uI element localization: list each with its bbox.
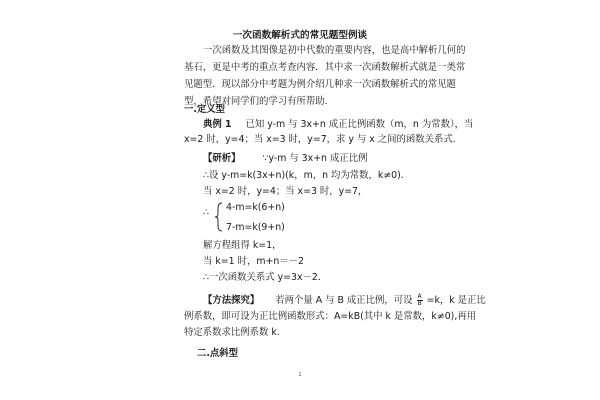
method-label: 【方法探究】 (203, 295, 260, 306)
method-line-3: 特定系数求比例系数 k. (184, 327, 280, 338)
ratio-fraction (417, 294, 423, 307)
intro-line-2: 基石，更是中考的重点考查内容．其中求一次函数解析式就是一类常 (184, 62, 466, 73)
section-heading-point-slope: 二.点斜型 (197, 348, 239, 359)
fraction-numerator: A (417, 293, 422, 300)
therefore-symbol: ∴ (203, 207, 209, 218)
solve-line: 解方程组得 k=1， (203, 240, 282, 251)
system-equation-1: 4-m=k(6+n) (226, 202, 285, 213)
page-number: 1 (298, 372, 302, 378)
intro-line-4: 型，希望对同学们的学习有所帮助． (184, 96, 335, 107)
analysis-text-1: ∵y-m 与 3x+n 成正比例 (262, 153, 368, 164)
fraction-denominator: B (417, 300, 422, 307)
method-text-1b: =k，k 是正比 (426, 295, 486, 306)
example-1-line-2: x=2 时，y=4；当 x=3 时，y=7，求 y 与 x 之间的函数关系式. (184, 134, 456, 145)
analysis-line-3: 当 x=2 时，y=4；当 x=3 时，y=7， (203, 186, 368, 197)
analysis-line-2: ∴设 y-m=k(3x+n)(k，m，n 均为常数，k≠0). (203, 170, 404, 181)
analysis-line-1 (203, 153, 367, 165)
method-text-1a: 若两个量 A 与 B 成正比例，可设 (275, 295, 413, 306)
example-1-text-1: 已知 y-m 与 3x+n 成正比例函数（m，n 为常数），当 (245, 119, 474, 130)
system-brace-icon (214, 202, 224, 232)
method-line-2: 例系数，即可设为正比例函数形式：A=kB(其中 k 是常数，k≠0),再用 (184, 311, 477, 322)
analysis-label: 【研析】 (203, 153, 241, 164)
section-heading-definition: 一.定义型 (184, 104, 226, 115)
when-k-line: 当 k=1 时，m+n＝－2 (203, 256, 304, 267)
example-1-line-1 (203, 119, 473, 131)
result-line: ∴一次函数关系式 y=3x－2． (203, 272, 328, 283)
example-label: 典例 1 (203, 119, 232, 130)
system-equation-2: 7-m=k(9+n) (226, 222, 285, 233)
document-title: 一次函数解析式的常见题型例谈 (232, 30, 368, 41)
intro-line-1: 一次函数及其图像是初中代数的重要内容，也是高中解析几何的 (203, 45, 466, 56)
method-line-1 (203, 294, 486, 307)
intro-line-3: 见题型．现以部分中考题为例介绍几种求一次函数解析式的常见题 (184, 79, 456, 90)
